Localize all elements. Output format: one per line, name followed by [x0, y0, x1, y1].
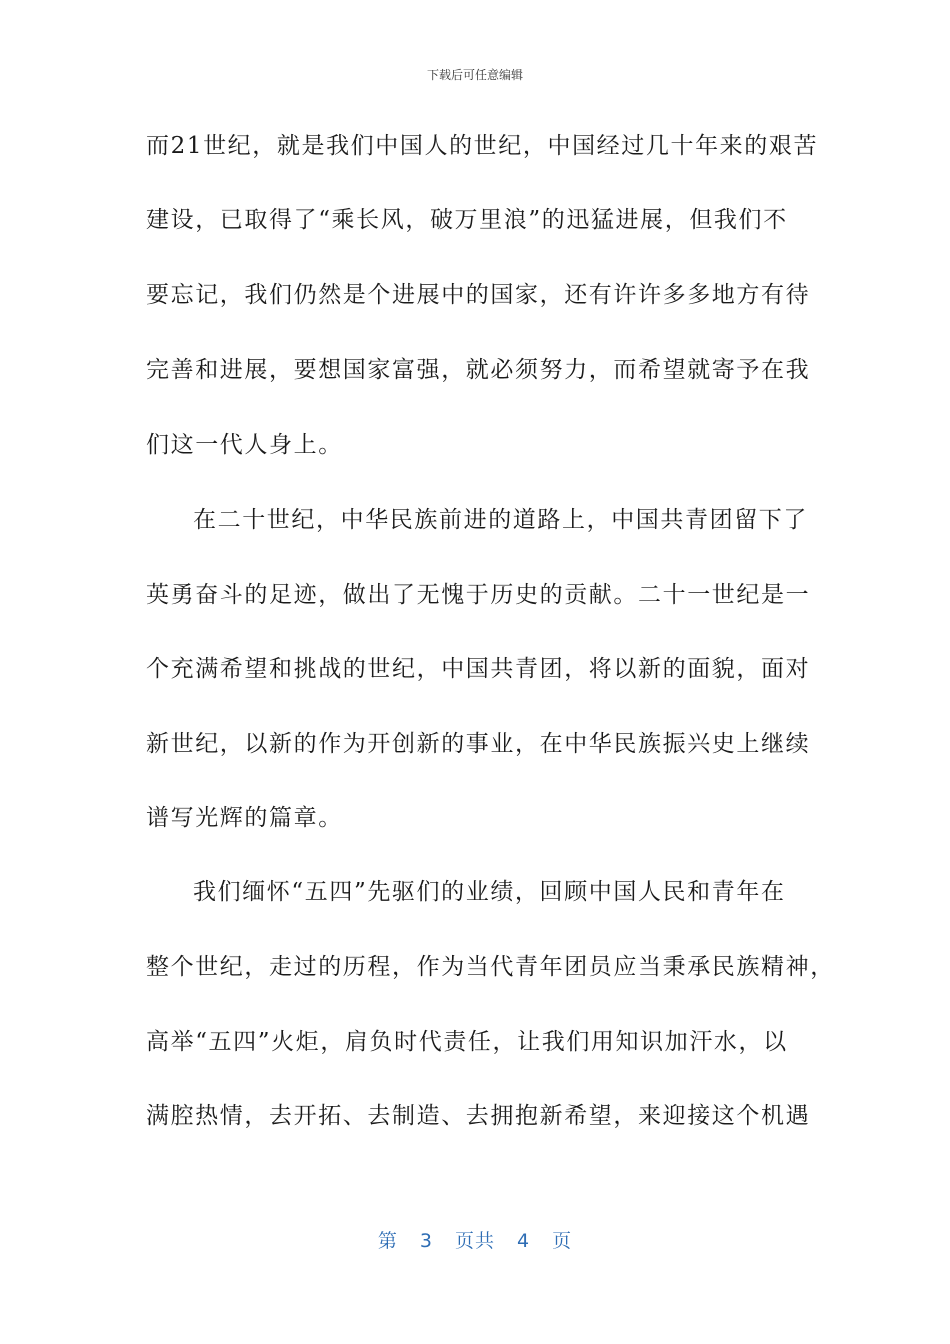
text-line-11: 我们缅怀“五四”先驱们的业绩，回顾中国人民和青年在	[193, 879, 786, 905]
text-line-12: 整个世纪，走过的历程，作为当代青年团员应当秉承民族精神，	[146, 954, 835, 980]
text-line-9: 新世纪，以新的作为开创新的事业，在中华民族振兴史上继续	[146, 731, 811, 757]
text-line-4: 完善和进展，要想国家富强，就必须努力，而希望就寄予在我	[146, 357, 811, 383]
text-line-10: 谱写光辉的篇章。	[146, 805, 343, 831]
text-line-2: 建设，已取得了“乘长风，破万里浪”的迅猛进展，但我们不	[146, 207, 788, 233]
text-line-8: 个充满希望和挑战的世纪，中国共青团，将以新的面貌，面对	[146, 656, 811, 682]
text-line-13: 高举“五四”火炬，肩负时代责任，让我们用知识加汗水，以	[146, 1029, 788, 1055]
text-line-3: 要忘记，我们仍然是个进展中的国家，还有许许多多地方有待	[146, 282, 811, 308]
header-note: 下载后可任意编辑	[426, 68, 523, 82]
text-line-7: 英勇奋斗的足迹，做出了无愧于历史的贡献。二十一世纪是一	[146, 582, 811, 608]
footer-suffix: 页	[552, 1230, 573, 1252]
footer-middle: 页共	[454, 1230, 495, 1252]
footer-prefix: 第	[377, 1230, 398, 1252]
footer-total-pages: 4	[517, 1230, 531, 1252]
footer-current-page: 3	[419, 1230, 433, 1252]
page-footer	[0, 1226, 950, 1253]
text-line-6: 在二十世纪，中华民族前进的道路上，中国共青团留下了	[193, 507, 808, 533]
text-line-5: 们这一代人身上。	[146, 432, 343, 458]
text-line-14: 满腔热情，去开拓、去制造、去拥抱新希望，来迎接这个机遇	[146, 1103, 811, 1129]
text-line-1: 而21世纪，就是我们中国人的世纪，中国经过几十年来的艰苦	[146, 133, 819, 159]
